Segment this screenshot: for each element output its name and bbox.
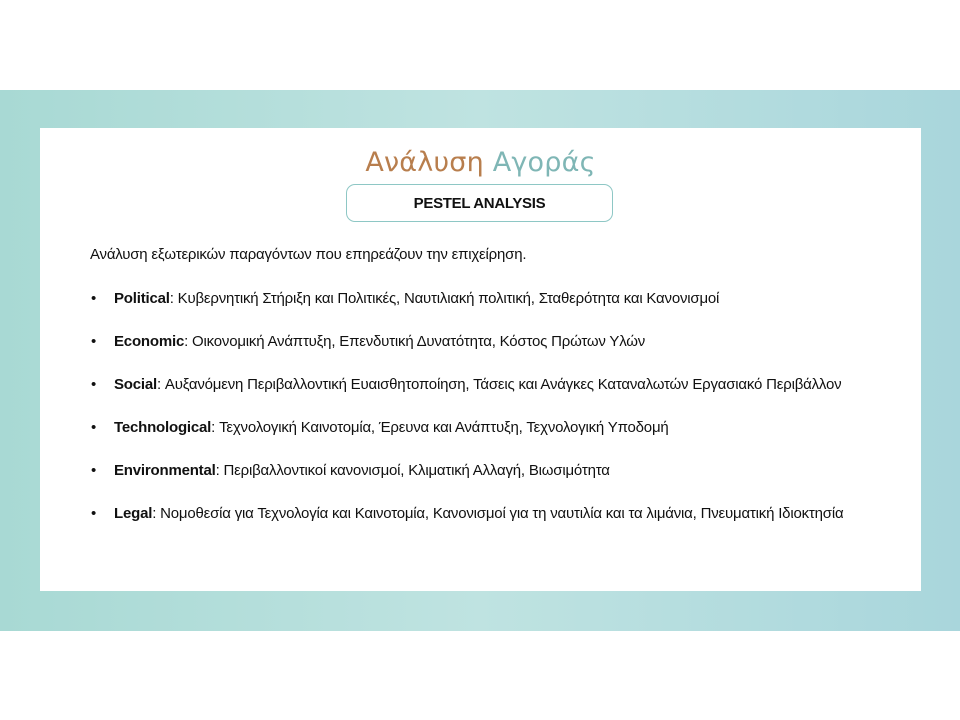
factor-name: Economic xyxy=(114,333,185,350)
factor-name: Environmental xyxy=(114,462,216,479)
factor-description: : Περιβαλλοντικοί κανονισμοί, Κλιματική Αλλαγή, Βιωσιμότητα xyxy=(215,462,610,479)
factor-name: Technological xyxy=(114,419,212,436)
factor-name: Political xyxy=(114,290,170,307)
factor-name: Legal xyxy=(114,505,153,522)
pestel-factor-list xyxy=(88,288,888,546)
bullet-icon: • xyxy=(91,333,97,350)
bullet-icon: • xyxy=(91,290,97,307)
bullet-icon: • xyxy=(91,419,97,436)
factor-legal xyxy=(88,503,888,524)
factor-name: Social xyxy=(114,376,157,393)
factor-economic xyxy=(88,331,888,352)
factor-political xyxy=(88,288,888,309)
title-word-market: Αγοράς xyxy=(492,147,596,178)
factor-description: : Νομοθεσία για Τεχνολογία και Καινοτομία, Κανονισμοί για τη ναυτιλία και τα λιμάνια, Πνευματική Ιδιοκτησία xyxy=(152,505,844,522)
slide xyxy=(40,128,921,591)
bullet-icon: • xyxy=(91,376,97,393)
factor-description: : Τεχνολογική Καινοτομία, Έρευνα και Ανάπτυξη, Τεχνολογική Υποδομή xyxy=(211,419,669,436)
bullet-icon: • xyxy=(91,505,97,522)
title-word-analysis: Ανάλυση xyxy=(365,147,484,178)
intro-text: Ανάλυση εξωτερικών παραγόντων που επηρεάζουν την επιχείρηση. xyxy=(90,246,527,263)
slide-title xyxy=(40,146,921,180)
factor-technological xyxy=(88,417,888,438)
factor-description: : Αυξανόμενη Περιβαλλοντική Ευαισθητοποίηση, Τάσεις και Ανάγκες Καταναλωτών Εργασιακό Περιβάλλον xyxy=(157,376,842,393)
factor-description: : Κυβερνητική Στήριξη και Πολιτικές, Ναυτιλιακή πολιτική, Σταθερότητα και Κανονισμοί xyxy=(169,290,720,307)
factor-description: : Οικονομική Ανάπτυξη, Επενδυτική Δυνατότητα, Κόστος Πρώτων Υλών xyxy=(184,333,646,350)
pestel-subtitle: PESTEL ANALYSIS xyxy=(413,194,546,212)
factor-social xyxy=(88,374,888,395)
pestel-subtitle-box xyxy=(346,184,613,222)
factor-environmental xyxy=(88,460,888,481)
bullet-icon: • xyxy=(91,462,97,479)
